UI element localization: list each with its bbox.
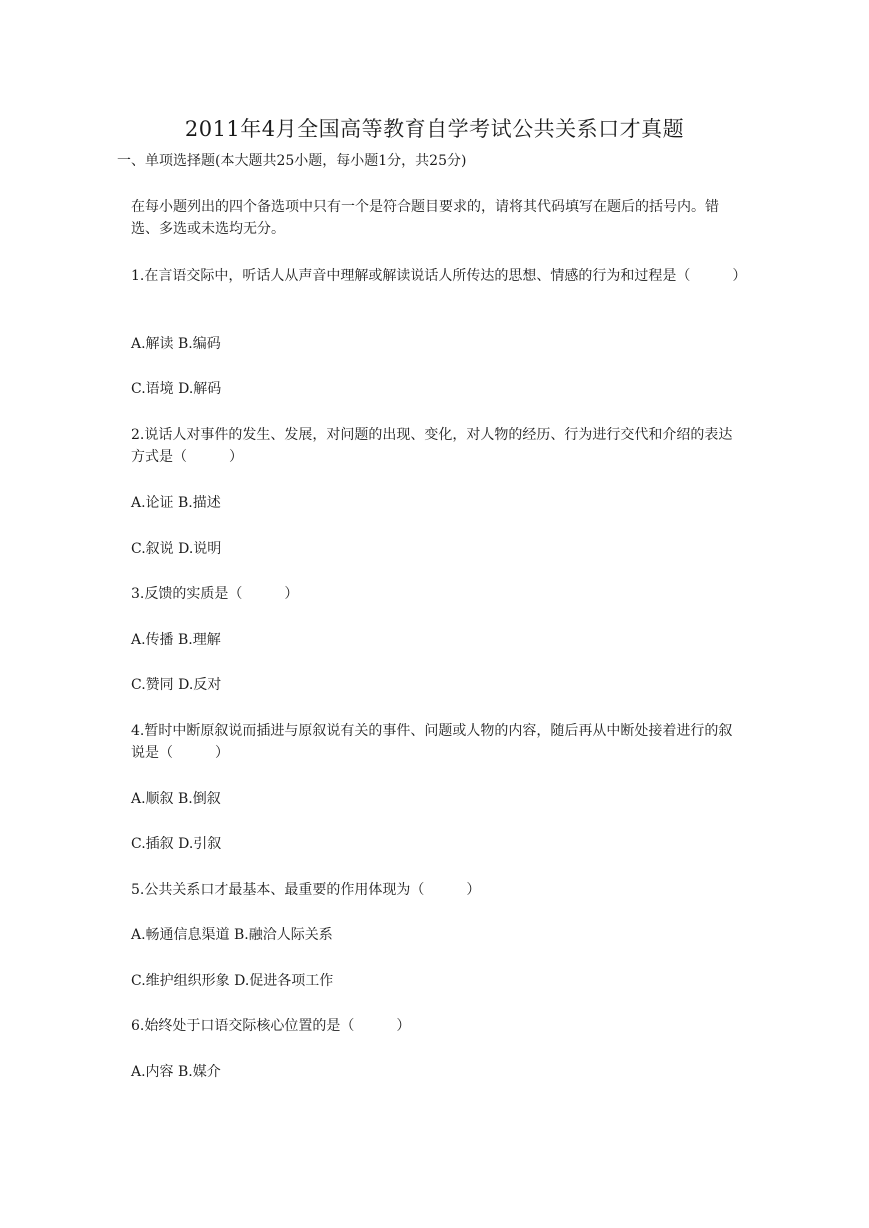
question-4-options-ab: A.顺叙 B.倒叙 — [131, 791, 221, 807]
question-2-options-ab: A.论证 B.描述 — [131, 495, 221, 511]
question-5-options-cd: C.维护组织形象 D.促进各项工作 — [131, 973, 334, 989]
question-1-options-cd: C.语境 D.解码 — [131, 381, 222, 397]
question-2-options-cd: C.叙说 D.说明 — [131, 541, 222, 557]
question-1-stem: 1.在言语交际中，听话人从声音中理解或解读说话人所传达的思想、情感的行为和过程是（ ） — [131, 268, 747, 284]
instructions: 在每小题列出的四个备选项中只有一个是符合题目要求的，请将其代码填写在题后的括号内。错选、多选或未选均无分。 — [131, 199, 719, 237]
question-4-stem: 4.暂时中断原叙说而插进与原叙说有关的事件、问题或人物的内容，随后再从中断处接着进行的叙说是（ ） — [131, 723, 733, 761]
question-3-stem: 3.反馈的实质是（ ） — [131, 586, 299, 602]
question-5-stem: 5.公共关系口才最基本、最重要的作用体现为（ ） — [131, 882, 481, 898]
document-title: 2011年4月全国高等教育自学考试公共关系口才真题 — [184, 117, 685, 141]
question-1-options-ab: A.解读 B.编码 — [131, 336, 221, 352]
question-6-options-ab: A.内容 B.媒介 — [131, 1064, 221, 1080]
question-6-stem: 6.始终处于口语交际核心位置的是（ ） — [131, 1018, 411, 1034]
question-2-stem: 2.说话人对事件的发生、发展，对问题的出现、变化，对人物的经历、行为进行交代和介绍的表达方式是（ ） — [131, 427, 733, 465]
question-3-options-cd: C.赞同 D.反对 — [131, 677, 222, 693]
question-3-options-ab: A.传播 B.理解 — [131, 632, 221, 648]
question-5-options-ab: A.畅通信息渠道 B.融洽人际关系 — [131, 927, 333, 943]
question-4-options-cd: C.插叙 D.引叙 — [131, 836, 222, 852]
section-heading: 一、单项选择题(本大题共25小题，每小题1分，共25分) — [117, 153, 467, 169]
